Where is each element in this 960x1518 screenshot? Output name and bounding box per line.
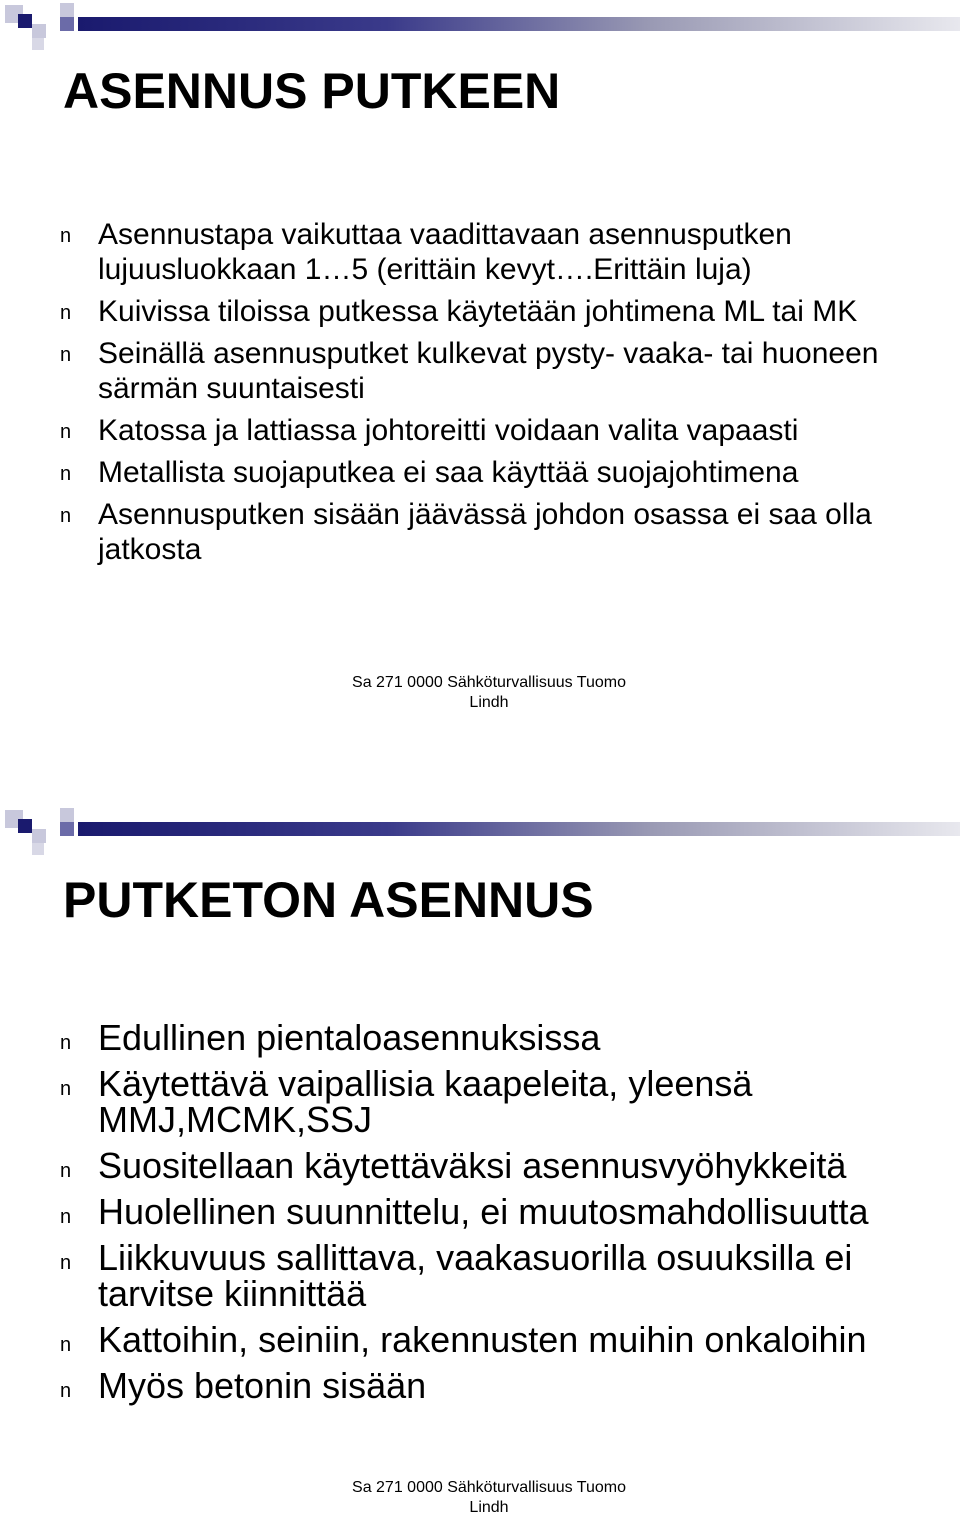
bullet-list: [0, 217, 960, 574]
list-item: [0, 1365, 960, 1406]
slide-2: [0, 805, 960, 1515]
bullet-text: Huolellinen suunnittelu, ei muutosmahdollisuutta: [98, 1191, 869, 1232]
list-item: [0, 1191, 960, 1232]
bullet-icon: n: [60, 1032, 72, 1054]
bullet-text: Liikkuvuus sallittava, vaakasuorilla osuuksilla ei tarvitse kiinnittää: [98, 1237, 853, 1314]
list-item: [0, 497, 960, 567]
list-item: [0, 1017, 960, 1058]
bullet-text: Metallista suojaputkea ei saa käyttää suojajohtimena: [98, 456, 799, 489]
list-item: [0, 294, 960, 329]
bullet-text: Kuivissa tiloissa putkessa käytetään johtimena ML tai MK: [98, 295, 858, 328]
bullet-text: Asennustapa vaikuttaa vaadittavaan asennusputken lujuusluokkaan 1…5 (erittäin kevyt….Erittäin luja): [98, 218, 792, 286]
bullet-icon: n: [60, 344, 72, 366]
list-item: [0, 413, 960, 448]
bullet-text: Suositellaan käytettäväksi asennusvyöhykkeitä: [98, 1145, 847, 1186]
list-item: [0, 336, 960, 406]
slide-decoration: [0, 805, 960, 865]
slide-decoration: [0, 0, 960, 60]
bullet-text: Edullinen pientaloasennuksissa: [98, 1017, 601, 1058]
list-item: [0, 1319, 960, 1360]
bullet-icon: n: [60, 302, 72, 324]
bullet-icon: n: [60, 1160, 72, 1182]
list-item: [0, 1145, 960, 1186]
bullet-icon: n: [60, 1380, 72, 1402]
bullet-icon: n: [60, 1078, 72, 1100]
bullet-text: Katossa ja lattiassa johtoreitti voidaan valita vapaasti: [98, 414, 799, 447]
slide-footer: Sa 271 0000 Sähköturvallisuus Tuomo Lindh: [352, 674, 626, 711]
bullet-text: Myös betonin sisään: [98, 1365, 427, 1406]
list-item: [0, 1063, 960, 1140]
list-item: [0, 455, 960, 490]
bullet-icon: n: [60, 1334, 72, 1356]
list-item: [0, 217, 960, 287]
slide-title: PUTKETON ASENNUS: [63, 872, 594, 928]
slide-footer: Sa 271 0000 Sähköturvallisuus Tuomo Lindh: [352, 1479, 626, 1516]
bullet-text: Seinällä asennusputket kulkevat pysty- vaaka- tai huoneen särmän suuntaisesti: [98, 337, 879, 405]
bullet-text: Käytettävä vaipallisia kaapeleita, yleensä MMJ,MCMK,SSJ: [98, 1063, 753, 1140]
bullet-list: [0, 1017, 960, 1414]
bullet-icon: n: [60, 1206, 72, 1228]
bullet-text: Kattoihin, seiniin, rakennusten muihin onkaloihin: [98, 1319, 867, 1360]
bullet-text: Asennusputken sisään jäävässä johdon osassa ei saa olla jatkosta: [98, 498, 872, 566]
list-item: [0, 1237, 960, 1314]
bullet-icon: n: [60, 463, 72, 485]
bullet-icon: n: [60, 225, 72, 247]
bullet-icon: n: [60, 1252, 72, 1274]
slide-title: ASENNUS PUTKEEN: [63, 63, 561, 119]
bullet-icon: n: [60, 421, 72, 443]
bullet-icon: n: [60, 505, 72, 527]
